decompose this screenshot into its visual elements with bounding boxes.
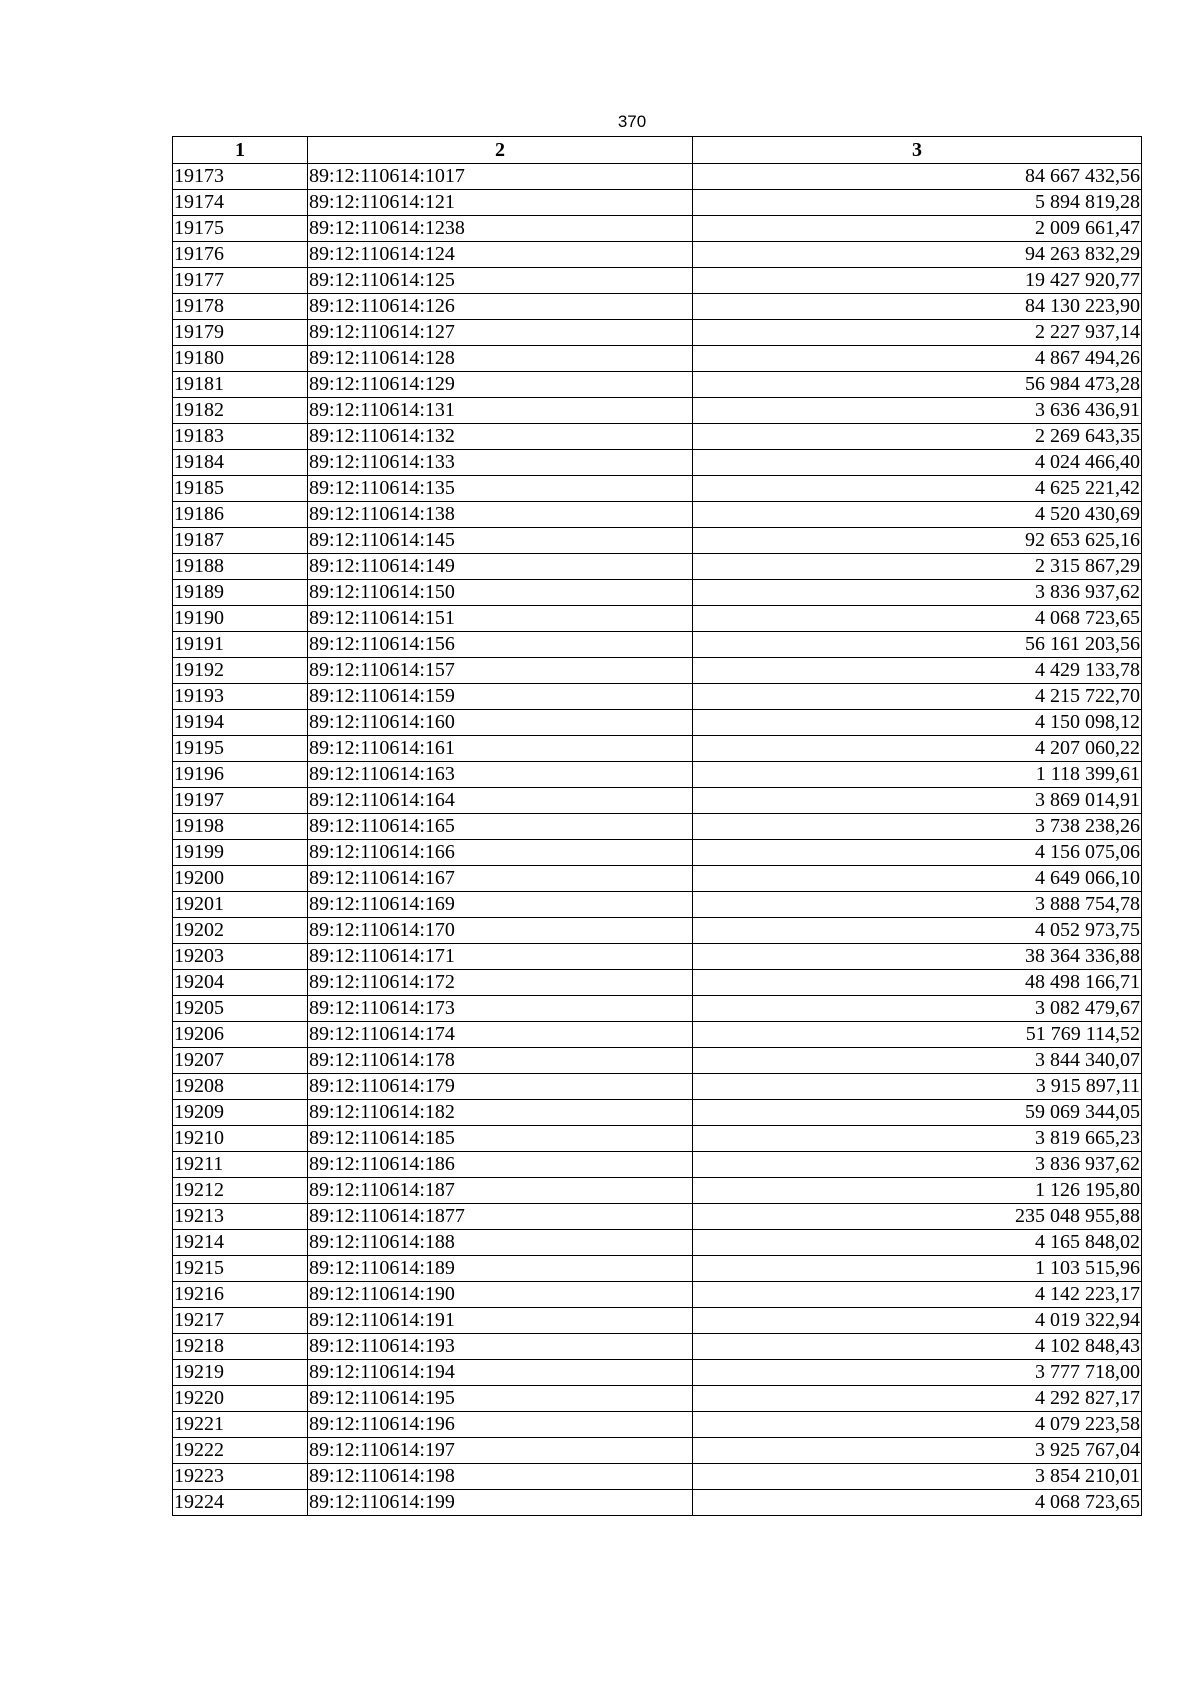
cadastral-number-cell: 89:12:110614:164: [308, 788, 693, 814]
cadastral-value-cell: 4 292 827,17: [693, 1386, 1142, 1412]
cadastral-value-cell: 4 079 223,58: [693, 1412, 1142, 1438]
cadastral-value-cell: 4 068 723,65: [693, 606, 1142, 632]
cadastral-value-cell: 3 738 238,26: [693, 814, 1142, 840]
row-number-cell: 19173: [173, 164, 308, 190]
table-row: [173, 996, 1142, 1022]
cadastral-value-cell: 4 429 133,78: [693, 658, 1142, 684]
cadastral-number-cell: 89:12:110614:173: [308, 996, 693, 1022]
row-number-cell: 19221: [173, 1412, 308, 1438]
table-row: [173, 1204, 1142, 1230]
cadastral-number-cell: 89:12:110614:167: [308, 866, 693, 892]
row-number-cell: 19218: [173, 1334, 308, 1360]
table-row: [173, 190, 1142, 216]
cadastral-number-cell: 89:12:110614:151: [308, 606, 693, 632]
cadastral-number-cell: 89:12:110614:157: [308, 658, 693, 684]
cadastral-number-cell: 89:12:110614:129: [308, 372, 693, 398]
cadastral-number-cell: 89:12:110614:191: [308, 1308, 693, 1334]
cadastral-value-cell: 19 427 920,77: [693, 268, 1142, 294]
table-row: [173, 1334, 1142, 1360]
cadastral-value-cell: 3 819 665,23: [693, 1126, 1142, 1152]
table-row: [173, 476, 1142, 502]
row-number-cell: 19208: [173, 1074, 308, 1100]
row-number-cell: 19223: [173, 1464, 308, 1490]
cadastral-value-cell: 51 769 114,52: [693, 1022, 1142, 1048]
row-number-cell: 19177: [173, 268, 308, 294]
table-row: [173, 242, 1142, 268]
row-number-cell: 19219: [173, 1360, 308, 1386]
cadastral-number-cell: 89:12:110614:188: [308, 1230, 693, 1256]
table-row: [173, 632, 1142, 658]
table-row: [173, 1100, 1142, 1126]
cadastral-number-cell: 89:12:110614:150: [308, 580, 693, 606]
table-row: [173, 840, 1142, 866]
table-row: [173, 268, 1142, 294]
cadastral-value-cell: 92 653 625,16: [693, 528, 1142, 554]
table-row: [173, 1022, 1142, 1048]
table-row: [173, 1074, 1142, 1100]
cadastral-number-cell: 89:12:110614:121: [308, 190, 693, 216]
row-number-cell: 19193: [173, 684, 308, 710]
column-header-3: 3: [693, 137, 1142, 164]
table-row: [173, 450, 1142, 476]
cadastral-value-cell: 5 894 819,28: [693, 190, 1142, 216]
table-row: [173, 1464, 1142, 1490]
cadastral-number-cell: 89:12:110614:187: [308, 1178, 693, 1204]
cadastral-value-table: [172, 136, 1142, 1516]
row-number-cell: 19207: [173, 1048, 308, 1074]
cadastral-value-cell: 4 024 466,40: [693, 450, 1142, 476]
row-number-cell: 19216: [173, 1282, 308, 1308]
cadastral-number-cell: 89:12:110614:149: [308, 554, 693, 580]
row-number-cell: 19198: [173, 814, 308, 840]
cadastral-value-cell: 4 215 722,70: [693, 684, 1142, 710]
cadastral-number-cell: 89:12:110614:194: [308, 1360, 693, 1386]
table-row: [173, 1126, 1142, 1152]
table-row: [173, 346, 1142, 372]
cadastral-value-cell: 3 925 767,04: [693, 1438, 1142, 1464]
table-row: [173, 606, 1142, 632]
row-number-cell: 19199: [173, 840, 308, 866]
table-body: [173, 164, 1142, 1516]
row-number-cell: 19183: [173, 424, 308, 450]
row-number-cell: 19192: [173, 658, 308, 684]
cadastral-number-cell: 89:12:110614:172: [308, 970, 693, 996]
cadastral-number-cell: 89:12:110614:195: [308, 1386, 693, 1412]
cadastral-value-cell: 48 498 166,71: [693, 970, 1142, 996]
cadastral-number-cell: 89:12:110614:198: [308, 1464, 693, 1490]
row-number-cell: 19186: [173, 502, 308, 528]
table-row: [173, 814, 1142, 840]
table-row: [173, 892, 1142, 918]
cadastral-number-cell: 89:12:110614:193: [308, 1334, 693, 1360]
row-number-cell: 19220: [173, 1386, 308, 1412]
cadastral-value-cell: 2 269 643,35: [693, 424, 1142, 450]
row-number-cell: 19176: [173, 242, 308, 268]
table-row: [173, 1230, 1142, 1256]
cadastral-value-cell: 2 009 661,47: [693, 216, 1142, 242]
cadastral-value-cell: 4 165 848,02: [693, 1230, 1142, 1256]
column-header-1: 1: [173, 137, 308, 164]
table-row: [173, 1438, 1142, 1464]
table-row: [173, 1412, 1142, 1438]
row-number-cell: 19190: [173, 606, 308, 632]
table-row: [173, 1152, 1142, 1178]
row-number-cell: 19188: [173, 554, 308, 580]
cadastral-number-cell: 89:12:110614:174: [308, 1022, 693, 1048]
cadastral-value-cell: 4 649 066,10: [693, 866, 1142, 892]
cadastral-number-cell: 89:12:110614:189: [308, 1256, 693, 1282]
row-number-cell: 19189: [173, 580, 308, 606]
cadastral-number-cell: 89:12:110614:190: [308, 1282, 693, 1308]
row-number-cell: 19184: [173, 450, 308, 476]
row-number-cell: 19204: [173, 970, 308, 996]
table-row: [173, 216, 1142, 242]
table-row: [173, 502, 1142, 528]
cadastral-number-cell: 89:12:110614:171: [308, 944, 693, 970]
table-row: [173, 918, 1142, 944]
table-row: [173, 1048, 1142, 1074]
row-number-cell: 19214: [173, 1230, 308, 1256]
row-number-cell: 19179: [173, 320, 308, 346]
cadastral-value-cell: 235 048 955,88: [693, 1204, 1142, 1230]
row-number-cell: 19191: [173, 632, 308, 658]
table-row: [173, 866, 1142, 892]
cadastral-number-cell: 89:12:110614:160: [308, 710, 693, 736]
row-number-cell: 19197: [173, 788, 308, 814]
row-number-cell: 19210: [173, 1126, 308, 1152]
table-row: [173, 320, 1142, 346]
cadastral-number-cell: 89:12:110614:132: [308, 424, 693, 450]
cadastral-value-cell: 84 130 223,90: [693, 294, 1142, 320]
table-row: [173, 970, 1142, 996]
row-number-cell: 19202: [173, 918, 308, 944]
cadastral-value-cell: 56 161 203,56: [693, 632, 1142, 658]
cadastral-value-cell: 4 019 322,94: [693, 1308, 1142, 1334]
cadastral-number-cell: 89:12:110614:185: [308, 1126, 693, 1152]
row-number-cell: 19185: [173, 476, 308, 502]
cadastral-value-cell: 38 364 336,88: [693, 944, 1142, 970]
row-number-cell: 19213: [173, 1204, 308, 1230]
table-row: [173, 1282, 1142, 1308]
table-row: [173, 424, 1142, 450]
cadastral-number-cell: 89:12:110614:163: [308, 762, 693, 788]
row-number-cell: 19180: [173, 346, 308, 372]
row-number-cell: 19201: [173, 892, 308, 918]
table-row: [173, 372, 1142, 398]
cadastral-number-cell: 89:12:110614:124: [308, 242, 693, 268]
cadastral-number-cell: 89:12:110614:126: [308, 294, 693, 320]
row-number-cell: 19224: [173, 1490, 308, 1516]
cadastral-value-cell: 1 118 399,61: [693, 762, 1142, 788]
row-number-cell: 19196: [173, 762, 308, 788]
row-number-cell: 19194: [173, 710, 308, 736]
row-number-cell: 19215: [173, 1256, 308, 1282]
page-number: 370: [617, 112, 647, 131]
table-row: [173, 1360, 1142, 1386]
cadastral-number-cell: 89:12:110614:156: [308, 632, 693, 658]
table-row: [173, 736, 1142, 762]
table-row: [173, 528, 1142, 554]
cadastral-number-cell: 89:12:110614:197: [308, 1438, 693, 1464]
row-number-cell: 19178: [173, 294, 308, 320]
table-row: [173, 788, 1142, 814]
cadastral-number-cell: 89:12:110614:199: [308, 1490, 693, 1516]
table-row: [173, 1256, 1142, 1282]
table-row: [173, 1178, 1142, 1204]
header-row: [173, 137, 1142, 164]
cadastral-value-cell: 3 915 897,11: [693, 1074, 1142, 1100]
cadastral-value-cell: 3 854 210,01: [693, 1464, 1142, 1490]
cadastral-value-cell: 4 150 098,12: [693, 710, 1142, 736]
cadastral-value-cell: 1 103 515,96: [693, 1256, 1142, 1282]
cadastral-number-cell: 89:12:110614:161: [308, 736, 693, 762]
row-number-cell: 19175: [173, 216, 308, 242]
cadastral-value-cell: 59 069 344,05: [693, 1100, 1142, 1126]
row-number-cell: 19181: [173, 372, 308, 398]
row-number-cell: 19200: [173, 866, 308, 892]
cadastral-number-cell: 89:12:110614:1238: [308, 216, 693, 242]
cadastral-value-cell: 4 520 430,69: [693, 502, 1142, 528]
cadastral-value-cell: 3 836 937,62: [693, 1152, 1142, 1178]
table-row: [173, 580, 1142, 606]
cadastral-number-cell: 89:12:110614:179: [308, 1074, 693, 1100]
row-number-cell: 19222: [173, 1438, 308, 1464]
cadastral-number-cell: 89:12:110614:159: [308, 684, 693, 710]
row-number-cell: 19174: [173, 190, 308, 216]
cadastral-number-cell: 89:12:110614:169: [308, 892, 693, 918]
cadastral-number-cell: 89:12:110614:145: [308, 528, 693, 554]
table-header: [173, 137, 1142, 164]
row-number-cell: 19217: [173, 1308, 308, 1334]
cadastral-number-cell: 89:12:110614:1877: [308, 1204, 693, 1230]
table-row: [173, 762, 1142, 788]
table-row: [173, 1386, 1142, 1412]
row-number-cell: 19205: [173, 996, 308, 1022]
row-number-cell: 19209: [173, 1100, 308, 1126]
cadastral-number-cell: 89:12:110614:170: [308, 918, 693, 944]
cadastral-number-cell: 89:12:110614:196: [308, 1412, 693, 1438]
cadastral-number-cell: 89:12:110614:128: [308, 346, 693, 372]
cadastral-value-cell: 4 867 494,26: [693, 346, 1142, 372]
cadastral-value-cell: 2 227 937,14: [693, 320, 1142, 346]
cadastral-value-cell: 3 636 436,91: [693, 398, 1142, 424]
cadastral-number-cell: 89:12:110614:125: [308, 268, 693, 294]
row-number-cell: 19182: [173, 398, 308, 424]
cadastral-number-cell: 89:12:110614:178: [308, 1048, 693, 1074]
cadastral-number-cell: 89:12:110614:1017: [308, 164, 693, 190]
cadastral-value-cell: 4 625 221,42: [693, 476, 1142, 502]
cadastral-value-cell: 3 082 479,67: [693, 996, 1142, 1022]
cadastral-number-cell: 89:12:110614:138: [308, 502, 693, 528]
cadastral-value-cell: 3 777 718,00: [693, 1360, 1142, 1386]
cadastral-value-cell: 1 126 195,80: [693, 1178, 1142, 1204]
table-row: [173, 1308, 1142, 1334]
row-number-cell: 19187: [173, 528, 308, 554]
cadastral-value-cell: 3 836 937,62: [693, 580, 1142, 606]
cadastral-value-cell: 4 142 223,17: [693, 1282, 1142, 1308]
cadastral-value-cell: 56 984 473,28: [693, 372, 1142, 398]
cadastral-value-cell: 4 156 075,06: [693, 840, 1142, 866]
cadastral-value-cell: 3 869 014,91: [693, 788, 1142, 814]
row-number-cell: 19206: [173, 1022, 308, 1048]
row-number-cell: 19212: [173, 1178, 308, 1204]
table-row: [173, 398, 1142, 424]
row-number-cell: 19203: [173, 944, 308, 970]
cadastral-value-cell: 3 888 754,78: [693, 892, 1142, 918]
cadastral-value-cell: 4 207 060,22: [693, 736, 1142, 762]
cadastral-value-cell: 4 052 973,75: [693, 918, 1142, 944]
row-number-cell: 19195: [173, 736, 308, 762]
cadastral-value-cell: 84 667 432,56: [693, 164, 1142, 190]
cadastral-value-cell: 4 102 848,43: [693, 1334, 1142, 1360]
cadastral-number-cell: 89:12:110614:135: [308, 476, 693, 502]
cadastral-value-cell: 3 844 340,07: [693, 1048, 1142, 1074]
cadastral-value-cell: 2 315 867,29: [693, 554, 1142, 580]
cadastral-number-cell: 89:12:110614:166: [308, 840, 693, 866]
cadastral-number-cell: 89:12:110614:127: [308, 320, 693, 346]
cadastral-value-cell: 94 263 832,29: [693, 242, 1142, 268]
cadastral-number-cell: 89:12:110614:131: [308, 398, 693, 424]
cadastral-number-cell: 89:12:110614:165: [308, 814, 693, 840]
column-header-2: 2: [308, 137, 693, 164]
table-row: [173, 684, 1142, 710]
table-row: [173, 1490, 1142, 1516]
cadastral-number-cell: 89:12:110614:182: [308, 1100, 693, 1126]
table-row: [173, 554, 1142, 580]
row-number-cell: 19211: [173, 1152, 308, 1178]
table-row: [173, 658, 1142, 684]
table-row: [173, 294, 1142, 320]
table-row: [173, 164, 1142, 190]
cadastral-number-cell: 89:12:110614:133: [308, 450, 693, 476]
cadastral-value-cell: 4 068 723,65: [693, 1490, 1142, 1516]
table-row: [173, 944, 1142, 970]
cadastral-number-cell: 89:12:110614:186: [308, 1152, 693, 1178]
table-row: [173, 710, 1142, 736]
